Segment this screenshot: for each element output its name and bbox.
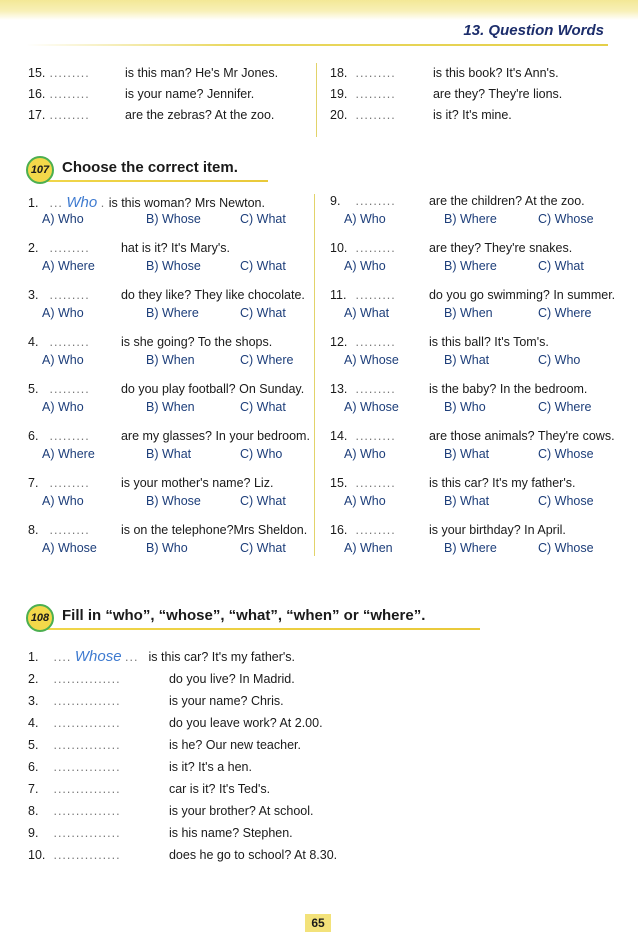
question-number: 9.	[330, 194, 341, 208]
option-b: B) Whose	[146, 259, 201, 273]
option-a: A) Who	[42, 306, 84, 320]
option-c: C) Whose	[538, 447, 594, 461]
option-b: B) What	[146, 447, 192, 461]
option-b: B) Whose	[146, 212, 201, 226]
question	[28, 241, 328, 281]
option-a: A) Whose	[42, 541, 97, 555]
line-text: is it? It's a hen.	[168, 760, 252, 774]
fill-line	[28, 800, 314, 822]
question-text: are those animals? They're cows.	[428, 429, 615, 443]
item-text: is this man? He's Mr Jones.	[124, 66, 279, 80]
question	[28, 476, 328, 516]
question-number: 1.	[28, 196, 39, 210]
question	[28, 429, 328, 469]
fill-line	[28, 646, 295, 668]
question-number: 10.	[330, 241, 348, 255]
option-c: C) Whose	[538, 541, 594, 555]
item-number: 20.	[330, 108, 348, 122]
question	[28, 288, 328, 328]
answer-blank: .........	[49, 382, 90, 396]
line-number: 1.	[28, 650, 39, 664]
question-text: do they like? They like chocolate.	[120, 288, 305, 302]
answer-blank: ....	[53, 650, 72, 664]
answer-blank: ...............	[53, 738, 121, 752]
question-text: are my glasses? In your bedroom.	[120, 429, 310, 443]
option-c: C) Whose	[538, 212, 594, 226]
line-number: 2.	[28, 672, 39, 686]
exercise-108-heading	[26, 604, 496, 632]
option-a: A) Whose	[344, 400, 399, 414]
line-text: is this car? It's my father's.	[148, 650, 296, 664]
question-number: 16.	[330, 523, 348, 537]
question-number: 13.	[330, 382, 348, 396]
option-b: B) When	[146, 400, 195, 414]
item-text: is it? It's mine.	[432, 108, 512, 122]
unit-title: 13. Question Words	[463, 22, 604, 39]
question	[330, 429, 630, 469]
item-text: are they? They're lions.	[432, 87, 563, 101]
question-text: are they? They're snakes.	[428, 241, 573, 255]
carry-line	[28, 63, 278, 83]
option-a: A) Where	[42, 259, 95, 273]
line-number: 3.	[28, 694, 39, 708]
option-a: A) Who	[42, 400, 84, 414]
option-a: A) Who	[42, 212, 84, 226]
carry-line	[330, 105, 512, 125]
answer-blank: .........	[49, 476, 90, 490]
exercise-title: Fill in “who”, “whose”, “what”, “when” or “where”.	[62, 607, 426, 624]
answer-blank: ...............	[53, 826, 121, 840]
question-text: is the baby? In the bedroom.	[428, 382, 588, 396]
answer-blank: .........	[49, 429, 90, 443]
question	[330, 288, 630, 328]
option-b: B) When	[444, 306, 493, 320]
option-c: C) What	[240, 212, 286, 226]
option-c: C) What	[240, 494, 286, 508]
option-a: A) Where	[42, 447, 95, 461]
question-number: 4.	[28, 335, 39, 349]
answer-blank: .........	[49, 241, 90, 255]
question-number: 12.	[330, 335, 348, 349]
exercise-107-heading	[26, 156, 286, 184]
item-number: 19.	[330, 87, 348, 101]
option-c: C) What	[240, 400, 286, 414]
item-number: 16.	[28, 87, 46, 101]
line-text: car is it? It's Ted's.	[168, 782, 271, 796]
answer-blank: ...............	[53, 672, 121, 686]
question-number: 8.	[28, 523, 39, 537]
option-c: C) What	[240, 259, 286, 273]
carry-line	[28, 105, 274, 125]
question-text: is she going? To the shops.	[120, 335, 273, 349]
answer-blank: ...	[125, 650, 139, 664]
option-b: B) What	[444, 447, 490, 461]
option-b: B) Whose	[146, 494, 201, 508]
item-number: 18.	[330, 66, 348, 80]
carry-line	[330, 84, 562, 104]
question-number: 6.	[28, 429, 39, 443]
item-text: is this book? It's Ann's.	[432, 66, 559, 80]
fill-line	[28, 734, 301, 756]
question-text: is this ball? It's Tom's.	[428, 335, 549, 349]
carry-line	[330, 63, 559, 83]
question-text: do you play football? On Sunday.	[120, 382, 305, 396]
option-a: A) Who	[344, 447, 386, 461]
fill-line	[28, 778, 270, 800]
line-number: 9.	[28, 826, 39, 840]
line-text: is your brother? At school.	[168, 804, 314, 818]
question-number: 11.	[330, 288, 347, 302]
column-divider	[316, 63, 317, 137]
question-text: is this woman? Mrs Newton.	[108, 196, 265, 210]
line-number: 5.	[28, 738, 39, 752]
answer-blank: ...............	[53, 760, 121, 774]
answer-blank: .........	[355, 241, 396, 255]
option-b: B) Where	[146, 306, 199, 320]
answer-blank: .........	[355, 108, 396, 122]
option-c: C) What	[240, 306, 286, 320]
item-text: are the zebras? At the zoo.	[124, 108, 275, 122]
answer-blank: .........	[355, 382, 396, 396]
answer-blank: .........	[49, 87, 90, 101]
item-text: is your name? Jennifer.	[124, 87, 255, 101]
option-b: B) Where	[444, 212, 497, 226]
fill-line	[28, 844, 337, 866]
question-text: is on the telephone?Mrs Sheldon.	[120, 523, 308, 537]
question-text: is your birthday? In April.	[428, 523, 566, 537]
question	[330, 194, 630, 234]
option-a: A) Who	[42, 494, 84, 508]
item-number: 17.	[28, 108, 46, 122]
option-a: A) Who	[42, 353, 84, 367]
answer-blank: ...............	[53, 804, 121, 818]
answer-blank: .........	[49, 335, 90, 349]
answer-blank: .........	[355, 288, 396, 302]
answer-blank: .........	[49, 66, 90, 80]
line-number: 6.	[28, 760, 39, 774]
question-number: 14.	[330, 429, 348, 443]
example-answer: Whose	[74, 648, 122, 665]
option-b: B) When	[146, 353, 195, 367]
fill-line	[28, 668, 295, 690]
option-c: C) Who	[538, 353, 581, 367]
question-text: hat is it? It's Mary's.	[120, 241, 230, 255]
heading-underline	[40, 628, 480, 630]
question	[330, 523, 630, 563]
example-answer: Who	[66, 194, 98, 211]
question	[330, 241, 630, 281]
header-rule	[26, 44, 608, 46]
option-b: B) What	[444, 353, 490, 367]
option-a: A) Who	[344, 494, 386, 508]
fill-line	[28, 712, 323, 734]
header-band	[0, 0, 638, 20]
fill-line	[28, 690, 284, 712]
fill-line	[28, 822, 293, 844]
option-a: A) When	[344, 541, 393, 555]
line-text: is your name? Chris.	[168, 694, 284, 708]
exercise-title: Choose the correct item.	[62, 159, 238, 176]
answer-blank: ...............	[53, 848, 121, 862]
line-text: does he go to school? At 8.30.	[168, 848, 338, 862]
option-c: C) Whose	[538, 494, 594, 508]
fill-line	[28, 756, 252, 778]
question-number: 7.	[28, 476, 39, 490]
answer-blank: .........	[355, 66, 396, 80]
answer-blank: .........	[355, 476, 396, 490]
question-text: is this car? It's my father's.	[428, 476, 576, 490]
question	[28, 382, 328, 422]
line-text: is he? Our new teacher.	[168, 738, 301, 752]
question	[330, 382, 630, 422]
answer-blank: .	[100, 196, 106, 210]
answer-blank: ...	[49, 196, 63, 210]
option-b: B) What	[444, 494, 490, 508]
option-a: A) Who	[344, 212, 386, 226]
answer-blank: .........	[355, 523, 396, 537]
option-c: C) Where	[538, 400, 592, 414]
answer-blank: ...............	[53, 782, 121, 796]
answer-blank: .........	[355, 335, 396, 349]
line-number: 10.	[28, 848, 46, 862]
carry-line	[28, 84, 254, 104]
option-c: C) What	[538, 259, 584, 273]
line-text: is his name? Stephen.	[168, 826, 293, 840]
line-text: do you leave work? At 2.00.	[168, 716, 323, 730]
question-number: 15.	[330, 476, 348, 490]
answer-blank: .........	[49, 523, 90, 537]
option-b: B) Who	[146, 541, 188, 555]
option-c: C) What	[240, 541, 286, 555]
answer-blank: .........	[49, 288, 90, 302]
option-a: A) Whose	[344, 353, 399, 367]
answer-blank: .........	[355, 87, 396, 101]
question	[28, 523, 328, 563]
option-a: A) Who	[344, 259, 386, 273]
page-number: 65	[305, 914, 331, 932]
question	[28, 194, 328, 234]
line-number: 8.	[28, 804, 39, 818]
question-number: 3.	[28, 288, 39, 302]
option-b: B) Where	[444, 259, 497, 273]
answer-blank: .........	[355, 194, 396, 208]
option-b: B) Who	[444, 400, 486, 414]
question	[330, 476, 630, 516]
option-b: B) Where	[444, 541, 497, 555]
question-text: are the children? At the zoo.	[428, 194, 585, 208]
question	[28, 335, 328, 375]
answer-blank: ...............	[53, 716, 121, 730]
option-c: C) Who	[240, 447, 283, 461]
item-number: 15.	[28, 66, 46, 80]
heading-underline	[40, 180, 268, 182]
question-text: is your mother's name? Liz.	[120, 476, 274, 490]
question-text: do you go swimming? In summer.	[428, 288, 616, 302]
exercise-number-badge: 107	[26, 156, 54, 184]
line-number: 4.	[28, 716, 39, 730]
question-number: 2.	[28, 241, 39, 255]
line-number: 7.	[28, 782, 39, 796]
exercise-number-badge: 108	[26, 604, 54, 632]
answer-blank: .........	[355, 429, 396, 443]
line-text: do you live? In Madrid.	[168, 672, 295, 686]
option-c: C) Where	[538, 306, 592, 320]
answer-blank: ...............	[53, 694, 121, 708]
option-c: C) Where	[240, 353, 294, 367]
answer-blank: .........	[49, 108, 90, 122]
question-number: 5.	[28, 382, 39, 396]
question	[330, 335, 630, 375]
option-a: A) What	[344, 306, 390, 320]
